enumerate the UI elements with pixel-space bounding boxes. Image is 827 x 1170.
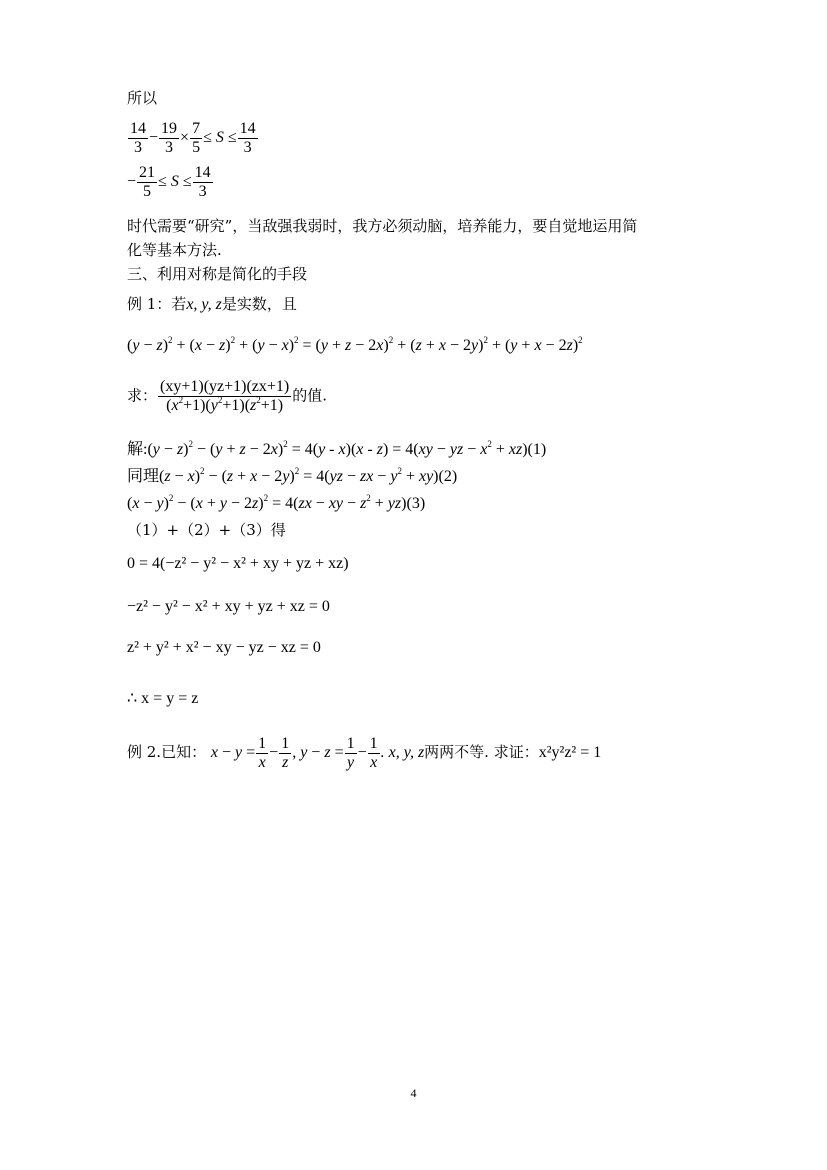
combine-line: （1）+（2）+（3）得: [127, 521, 286, 539]
paragraph-line: 化等基本方法.: [127, 241, 222, 259]
inequality-1: $\frac{14}{3}$ − $\frac{19}{3}$ × $\frac{7}{5}$ ≤ S ≤ $\frac{14}{3}$: [130, 120, 256, 156]
solution-line-1: 解:(y − $z)^2 - (y + z - 2x)^2 = 4(y - x)(x - z) = 4(xy$ − yz − $x^2 + xz)(1)$: [127, 439, 547, 458]
equation: −z² − y² − x² + xy + yz + xz = 0: [127, 598, 330, 615]
example-1-intro: 例 1：若x, y, z是实数，且: [127, 295, 297, 313]
conclusion: ∴ x = y = z: [127, 690, 199, 707]
fraction: $\frac{19}{3}$: [161, 120, 178, 156]
paragraph-line: 时代需要“研究”，当敌强我弱时，我方必须动脑，培养能力，要自觉地运用简: [127, 217, 638, 235]
text-suoyi: 所以: [127, 89, 158, 107]
inequality-2: − $\frac{21}{5}$ ≤ S ≤ $\frac{14}{3}$: [127, 164, 211, 200]
equation: 0 = 4(−z² − y² − x² + xy + yz + xz): [127, 555, 349, 572]
equation: z² + y² + x² − xy − yz − xz = 0: [127, 639, 321, 656]
example-2: 例 2.已知： x − y = $\frac{1}{x}$ − $\frac{1}{z}$ , y − z = $\frac{1}{y}$ − $\frac{1}{x}$ . x, y, z两两不等. 求证：x²y²z² = 1: [127, 735, 602, 771]
fraction: $\frac{(xy+1)(yz+1)(zx+1)}{(x^2+1)(y^2+1)(z^2+1)}$: [160, 378, 290, 414]
section-heading: 三、利用对称是简化的手段: [127, 265, 308, 283]
fraction: $\frac{14}{3}$: [194, 164, 211, 200]
solution-line-3: $(x - y)^2 - (x + y - 2z)^2 = 4(zx$ − xy − $z^2 + yz)(3)$: [127, 493, 426, 512]
fraction: $\frac{14}{3}$: [130, 120, 146, 156]
page-number: 4: [410, 1086, 417, 1100]
equation-given: $(y - z)^2 + (x - z)^2 + (y - x)^2 = (y + z - 2x)^2 + (z + x - 2y)^2 + (y + x - 2z)^2$: [127, 335, 583, 354]
fraction: $\frac{7}{5}$: [192, 120, 201, 156]
solution-line-2: 同理$(z - x)^2 - (z + x - 2y)^2 = 4(yz$ − zx − $y^2 + xy)(2)$: [127, 466, 458, 485]
fraction: $\frac{21}{5}$: [139, 164, 156, 200]
question: 求： $\frac{(xy+1)(yz+1)(zx+1)}{(x^2+1)(y^2+1)(z^2+1)}$ 的值.: [127, 378, 328, 414]
fraction: $\frac{14}{3}$: [239, 120, 256, 156]
